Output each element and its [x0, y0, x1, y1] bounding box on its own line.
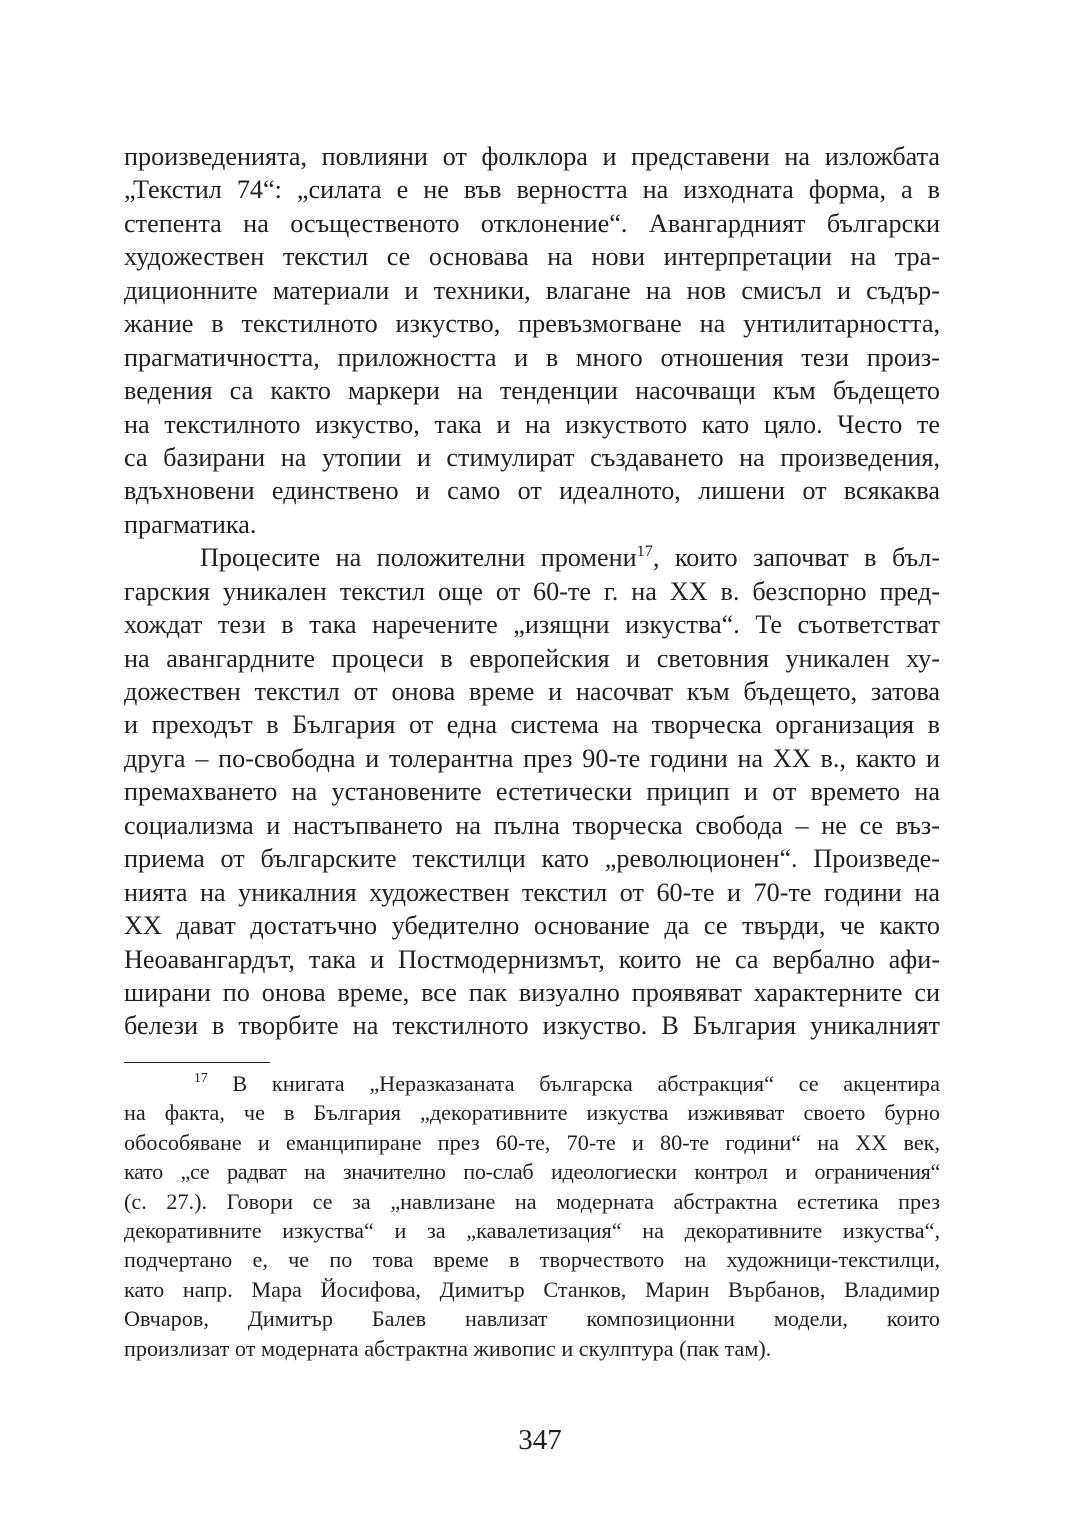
- footnote-line: на факта, че в България „декоративните изкуства изживяват своето бурно: [124, 1100, 940, 1126]
- footnote-line: произлизат от модерната абстрактна живопис и скулптура (пак там).: [124, 1335, 772, 1361]
- footnote-separator: [124, 1062, 270, 1063]
- text-line: вдъхновени единствено и само от идеалното, лишени от всякаква: [124, 476, 940, 506]
- footnote-line: като напр. Мара Йосифова, Димитър Станков, Марин Върбанов, Владимир: [124, 1276, 940, 1302]
- text-line: белези в творбите на текстилното изкуство. В България уникалният: [124, 1011, 940, 1041]
- text-line: „Текстил 74“: „силата е не във верността на изходната форма, а в: [124, 175, 940, 205]
- main-text: [124, 140, 940, 1043]
- footnote-line: подчертано е, че по това време в творчеството на художници-текстилци,: [124, 1247, 940, 1273]
- footnote-line: обособяване и еманципиране през 60-те, 70-те и 80-те години“ на ХХ век,: [124, 1129, 940, 1155]
- text-line: ведения са както маркери на тенденции насочващи към бъдещето: [124, 376, 940, 406]
- text-line: степента на осъщественото отклонение“. Авангардният български: [124, 208, 940, 238]
- text-line: ширани по онова време, все пак визуално проявяват характерните си: [124, 977, 940, 1007]
- text-run: , които започват в бъл-: [652, 543, 940, 573]
- text-line: прагматичността, приложността и в много отношения тези произ-: [124, 342, 940, 372]
- footnote-line: декоративните изкуства“ и за „кавалетизация“ на декоративните изкуства“,: [124, 1217, 940, 1243]
- text-line: друга – по-свободна и толерантна през 90-те години на ХХ в., както и: [124, 743, 940, 773]
- text-line: на текстилното изкуство, така и на изкуството като цяло. Често те: [124, 409, 940, 439]
- footnote-reference[interactable]: 17: [636, 542, 653, 561]
- text-line: приема от българските текстилци като „революционен“. Произведе-: [124, 844, 940, 874]
- text-line: диционните материали и техники, влагане на нов смисъл и съдър-: [124, 275, 940, 305]
- text-line: нията на уникалния художествен текстил от 60-те и 70-те години на: [124, 877, 940, 907]
- text-line: прагматика.: [124, 509, 257, 539]
- text-line: жание в текстилното изкуство, превъзмогване на унтилитарността,: [124, 309, 940, 339]
- text-line: и преходът в България от една система на творческа организация в: [124, 710, 940, 740]
- text-line: дожествен текстил от онова време и насочват към бъдещето, затова: [124, 677, 940, 706]
- footnote-line: като „се радват на значително по-слаб идеологиески контрол и ограничения“: [124, 1159, 940, 1185]
- footnote: [124, 1069, 940, 1363]
- footnote-line: (с. 27.). Говори се за „навлизане на модерната абстрактна естетика през: [124, 1188, 940, 1214]
- footnote-line: Овчаров, Димитър Балев навлизат композиционни модели, които: [124, 1306, 940, 1332]
- paragraph-first-line: [124, 541, 940, 574]
- footnote-first-line: [124, 1069, 940, 1098]
- text-line: хождат тези в така наречените „изящни изкуства“. Те съответстват: [124, 610, 940, 640]
- text-line: гарския уникален текстил още от 60-те г. на ХХ в. безспорно пред-: [124, 576, 940, 606]
- text-line: произведенията, повлияни от фолклора и представени на изложбата: [124, 142, 940, 171]
- text-line: ХХ дават достатъчно убедително основание да се твърди, че както: [124, 911, 940, 941]
- text-line: премахването на установените естетически прицип и от времето на: [124, 777, 940, 807]
- text-run: В книгата „Неразказаната българска абстракция“ се акцентира: [207, 1071, 940, 1096]
- text-line: на авангардните процеси в европейския и световния уникален ху-: [124, 643, 940, 673]
- text-line: социализма и настъпването на пълна творческа свобода – не се въз-: [124, 810, 940, 840]
- text-run: Процесите на положителни промени: [200, 543, 637, 573]
- footnote-number: 17: [194, 1070, 208, 1086]
- text-line: са базирани на утопии и стимулират създаването на произведения,: [124, 442, 940, 472]
- text-line: художествен текстил се основава на нови интерпретации на тра-: [124, 242, 940, 272]
- page-number: 347: [518, 1424, 562, 1456]
- text-line: Неоавангардът, така и Постмодернизмът, които не са вербално афи-: [124, 944, 940, 974]
